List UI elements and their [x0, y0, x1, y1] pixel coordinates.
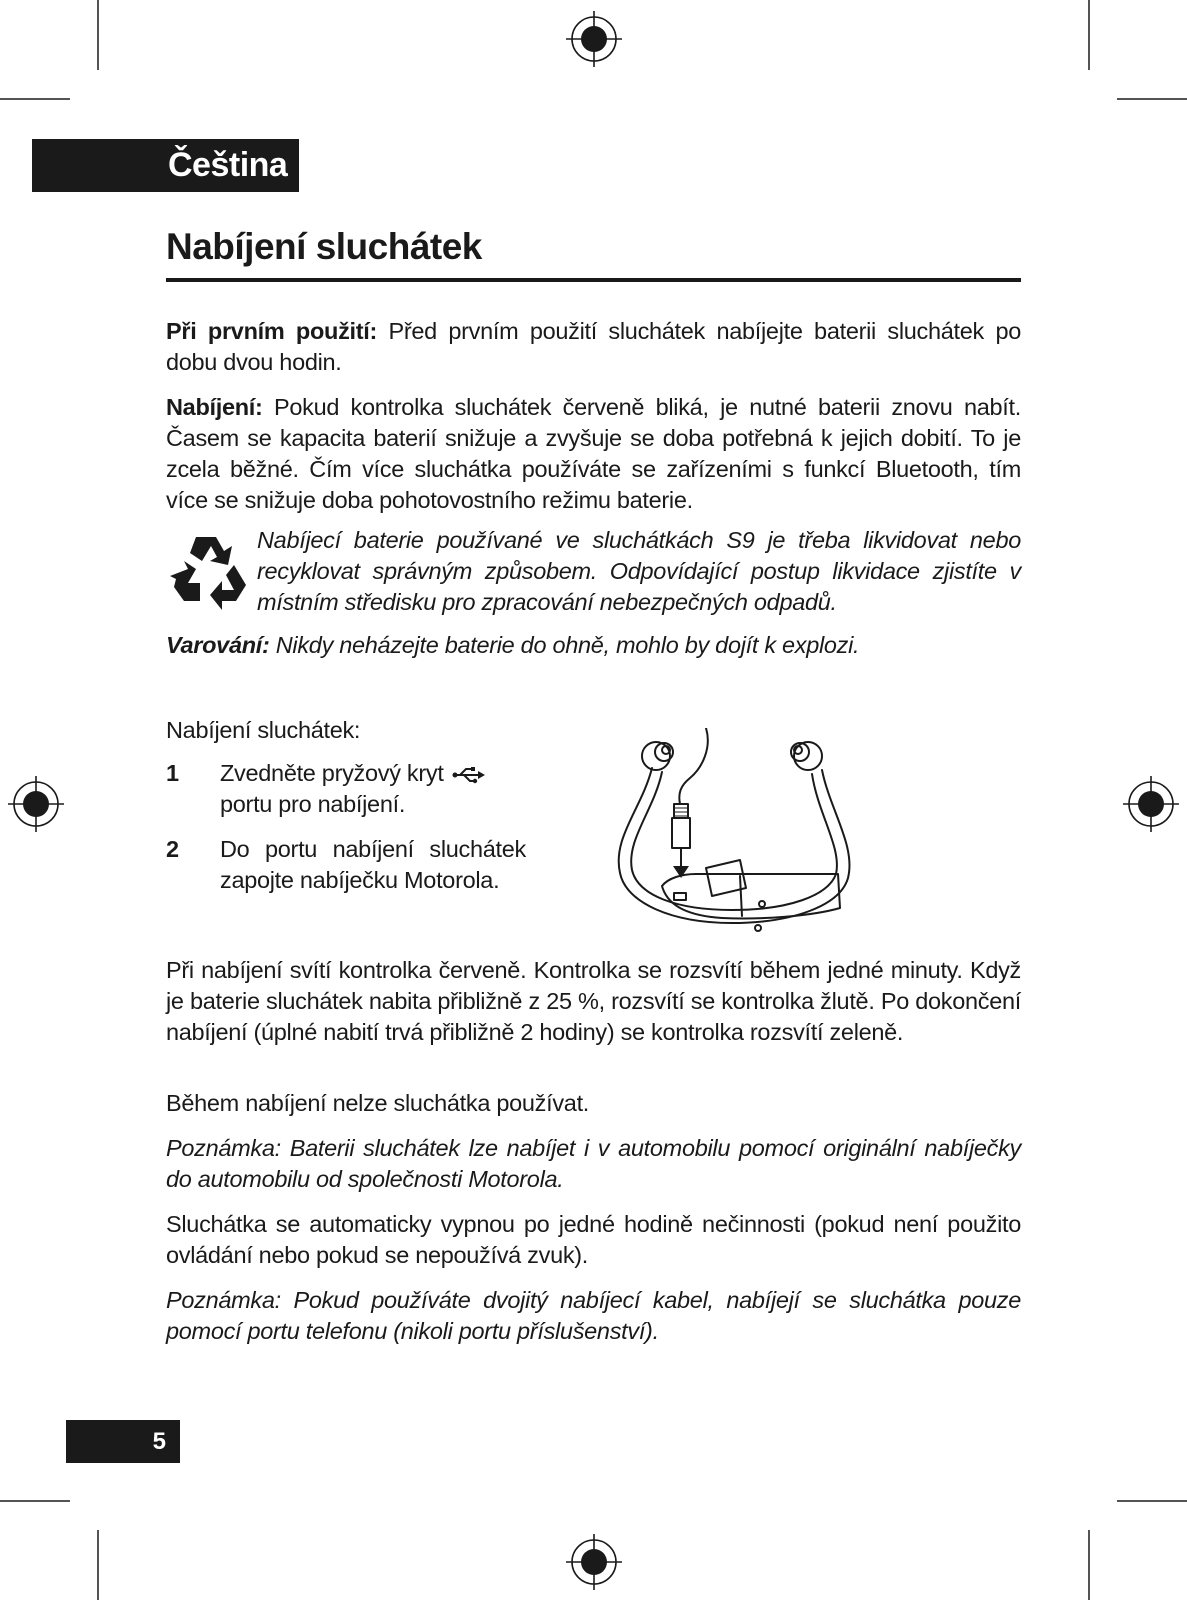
page-number: 5	[66, 1420, 180, 1463]
first-use-label: Při prvním použití:	[166, 318, 378, 344]
headset-charging-illustration	[612, 728, 862, 938]
recycle-note: Nabíjecí baterie používané ve sluchátkách S9 je třeba likvidovat nebo recyklovat správným způsobem. Odpovídající postup likvidace zjistíte v místním středisku pro zpracování nebezpečných odpadů.	[257, 527, 1021, 615]
warning-text: Nikdy neházejte baterie do ohně, mohlo by dojít k explozi.	[269, 632, 860, 658]
section-title: Nabíjení sluchátek	[166, 226, 1021, 282]
step-text-part: Zvedněte pryžový kryt	[220, 760, 444, 786]
step-text: Do portu nabíjení sluchátek zapojte nabíječku Motorola.	[220, 836, 526, 893]
charging-paragraph	[166, 392, 1021, 516]
steps-intro: Nabíjení sluchátek:	[166, 717, 361, 743]
registration-mark-icon	[566, 1534, 622, 1590]
no-use-paragraph: Během nabíjení nelze sluchátka používat.	[166, 1090, 590, 1116]
first-use-paragraph	[166, 316, 1021, 378]
first-use-text: Před prvním použití sluchátek nabíjejte baterii sluchátek po dobu dvou hodin.	[166, 318, 1021, 375]
charging-text: Pokud kontrolka sluchátek červeně bliká, je nutné baterii znovu nabít. Časem se kapacita baterií snižuje a zvyšuje se doba potřebná k jejich dobití. To je zcela běžné. Čím více sluchátka používáte se zařízeními s funkcí Bluetooth, tím více se snižuje doba pohotovostního režimu baterie.	[166, 394, 1021, 513]
language-tab: Čeština	[32, 139, 299, 192]
warning-label: Varování:	[166, 632, 270, 658]
status-paragraph: Při nabíjení svítí kontrolka červeně. Kontrolka se rozsvítí během jedné minuty. Když je baterie sluchátek nabita přibližně z 25 %, rozsvítí se kontrolka žlutě. Po dokončení nabíjení (úplné nabití trvá přibližně 2 hodiny) se kontrolka rozsvítí zeleně.	[166, 957, 1021, 1045]
note-dual-cable: Poznámka: Pokud používáte dvojitý nabíjecí kabel, nabíjejí se sluchátka pouze pomocí portu telefonu (nikoli portu příslušenství).	[166, 1287, 1021, 1344]
step-text-part: portu pro nabíjení.	[220, 791, 406, 817]
usb-icon	[452, 765, 486, 785]
registration-mark-icon	[1123, 776, 1179, 832]
steps-list	[166, 758, 526, 910]
step-number: 1	[166, 760, 179, 786]
charging-label: Nabíjení:	[166, 394, 263, 420]
step-text	[220, 758, 526, 820]
registration-mark-icon	[566, 11, 622, 67]
registration-mark-icon	[8, 776, 64, 832]
warning-paragraph	[166, 630, 1021, 661]
note-car-charger: Poznámka: Baterii sluchátek lze nabíjet i v automobilu pomocí originální nabíječky do automobilu od společnosti Motorola.	[166, 1135, 1021, 1192]
step-number: 2	[166, 836, 179, 862]
list-item	[166, 758, 526, 820]
auto-off-paragraph: Sluchátka se automaticky vypnou po jedné hodině nečinnosti (pokud není použito ovládání nebo pokud se nepoužívá zvuk).	[166, 1211, 1021, 1268]
list-item	[166, 834, 526, 896]
recycle-icon	[170, 531, 252, 611]
